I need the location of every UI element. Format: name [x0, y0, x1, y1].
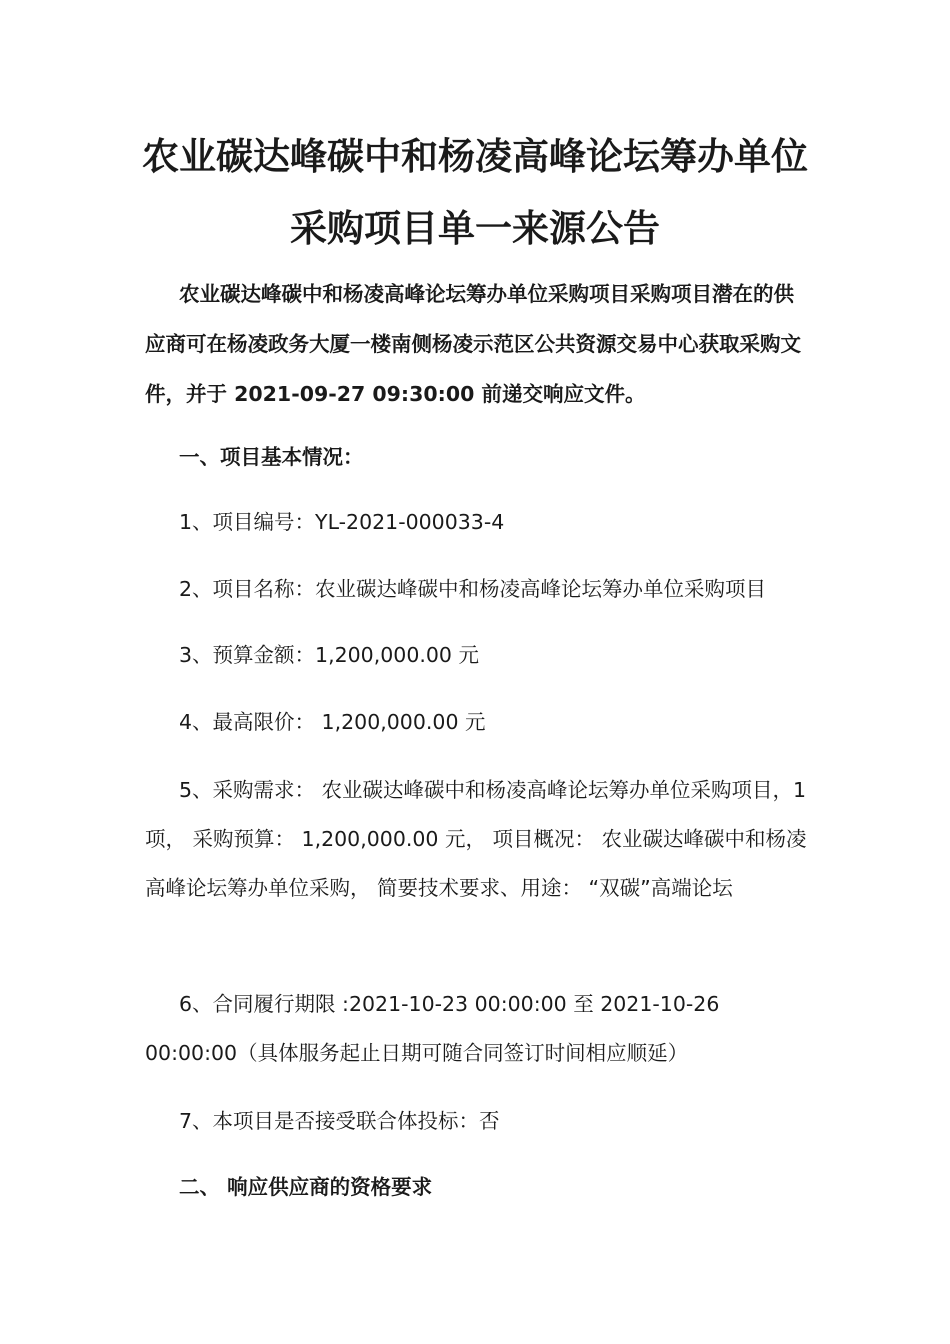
item-budget: 3、预算金额：1,200,000.00 元 — [179, 643, 479, 667]
intro-paragraph: 农业碳达峰碳中和杨凌高峰论坛筹办单位采购项目采购项目潜在的供应商可在杨凌政务大厦一楼南侧杨凌示范区公共资源交易中心获取采购文件，并于 2021-09-27 09:30:00 前递交响应文件。 — [145, 282, 801, 406]
item-project-name: 2、项目名称：农业碳达峰碳中和杨凌高峰论坛筹办单位采购项目 — [179, 577, 767, 601]
item-project-number: 1、项目编号：YL-2021-000033-4 — [179, 510, 505, 534]
item-consortium: 7、本项目是否接受联合体投标：否 — [179, 1109, 500, 1133]
item-contract-period: 6、合同履行期限 :2021-10-23 00:00:00 至 2021-10-26 00:00:00（具体服务起止日期可随合同签订时间相应顺延） — [145, 992, 720, 1065]
document-title: 农业碳达峰碳中和杨凌高峰论坛筹办单位采购项目单一来源公告 — [142, 135, 808, 250]
item-max-price: 4、最高限价： 1,200,000.00 元 — [179, 710, 486, 734]
section-heading-qualification: 二、 响应供应商的资格要求 — [179, 1175, 433, 1199]
item-procurement-requirements: 5、采购需求： 农业碳达峰碳中和杨凌高峰论坛筹办单位采购项目，1 项， 采购预算： 1,200,000.00 元， 项目概况： 农业碳达峰碳中和杨凌高峰论坛筹办单位采购， 简要技术要求、用途： “双碳”高端论坛 — [145, 778, 807, 900]
section-heading-basic-info: 一、项目基本情况： — [179, 445, 364, 469]
